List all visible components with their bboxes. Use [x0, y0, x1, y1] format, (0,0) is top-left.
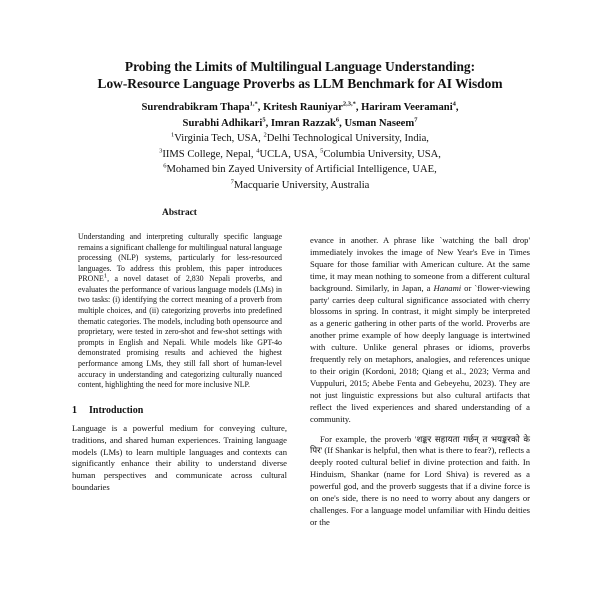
affiliation-line — [40, 131, 560, 147]
affiliation-number: 1 — [171, 131, 175, 139]
author-name: Kritesh Rauniyar — [263, 102, 343, 113]
abstract-body — [78, 232, 282, 391]
author-separator: , — [355, 102, 362, 113]
author-separator: , — [257, 102, 264, 113]
author-name: Usman Naseem — [344, 117, 415, 129]
author-affiliation-mark: 4 — [452, 100, 456, 108]
author-affiliation-mark: 2,3,* — [342, 100, 356, 108]
affiliation-text: IIMS College, Nepal, — [162, 148, 257, 160]
affiliation-text: Mohamed bin Zayed University of Artificial Intelligence, UAE, — [166, 164, 437, 176]
author-name: Imran Razzak — [270, 117, 336, 129]
author-affiliation-mark: 5 — [262, 116, 266, 124]
author-name: Surendrabikram Thapa — [141, 102, 250, 113]
affiliation-text: Macquarie University, Australia — [233, 179, 370, 191]
author-separator: , — [339, 117, 345, 129]
affiliation-text: UCLA, USA, — [259, 148, 321, 160]
affiliation-text: Columbia University, USA, — [323, 148, 441, 160]
body-paragraph-2: For example, the proverb 'शङ्कर सहायता गर्छन् त भयङ्करको के पिर' (If Shankar is helpful, then what is there to fear?), reflects a deeply rooted cultural belief in divine protection and faith. In Hinduism, Shankar (name for Lord Shiva) is revered as a powerful god, and the proverb suggests that if a divine force is on one's side, there is no need to worry about any dangers or challenges. For a language model unfamiliar with Hindu deities or the — [310, 433, 530, 527]
affiliation-number: 5 — [320, 147, 324, 155]
italic-term: Hanami — [433, 282, 462, 293]
body-paragraph — [310, 235, 530, 426]
paragraph-text: evance in another. A phrase like `watching the ball drop' immediately invokes the image of New Year's Eve in Times Square for those familiar with American culture. At the same time, it may mean nothing to someone from a different cultural background. Similarly, in Japan, a — [310, 235, 530, 293]
intro-paragraph: Language is a powerful medium for conveying culture, traditions, and shared human experiences. Training language models (LMs) to learn multiple languages and contexts can significantly enhance their ability to understand diverse human perspectives and communicate across cultural boundaries — [72, 422, 287, 493]
affiliation-line — [40, 178, 560, 194]
title-line-2: Low-Resource Language Proverbs as LLM Benchmark for AI Wisdom — [97, 76, 503, 91]
affiliation-line — [40, 147, 560, 163]
affiliation-number: 6 — [163, 162, 167, 170]
section-title: Introduction — [89, 404, 144, 416]
paragraph-text-continued: or `flower-viewing party' carries deep cultural significance associated with cherry blossoms in spring. In contrast, it might simply be interpreted as a generic gathering in other parts of the world. Proverbs are another prime example of how deeply language is intertwined with culture. Unlike general phrases or idioms, proverbs frequently rely on metaphors, analogies, and references unique to their origin (Kordoni, 2018; Qiang et al., 2023; Verma and Vuppuluri, 2015; Abebe Fenta and Gebeyehu, 2023). They are not just linguistic expressions but also cultural artifacts that reflect the lived experiences and shared understanding of a community. — [310, 282, 530, 424]
affiliation-number: 3 — [159, 147, 163, 155]
affiliation-number: 7 — [230, 178, 234, 186]
author-block — [40, 100, 560, 194]
author-affiliation-mark: 7 — [414, 116, 418, 124]
author-separator: , — [455, 102, 459, 113]
section-heading — [72, 405, 287, 417]
footnote-mark: 1 — [103, 272, 108, 280]
author-affiliation-mark: 1,* — [249, 100, 258, 108]
author-affiliation-mark: 6 — [335, 116, 340, 124]
affiliation-text: Delhi Technological University, India, — [266, 133, 429, 145]
author-name: Hariram Veeramani — [361, 102, 453, 113]
author-name: Surabhi Adhikari — [182, 117, 263, 129]
section-number: 1 — [72, 404, 77, 416]
affiliation-text: Virginia Tech, USA, — [174, 133, 264, 145]
author-names — [40, 100, 560, 131]
affiliations — [40, 131, 560, 193]
abstract-heading: Abstract — [162, 208, 197, 218]
affiliation-number: 4 — [256, 147, 260, 155]
author-separator: , — [265, 117, 271, 129]
abstract-text: Understanding and interpreting culturally specific language remains a significant challenge for multilingual natural language processing (NLP) systems, particularly for less-resourced languages. To address this problem, this paper introduces PRONE — [78, 231, 282, 284]
right-column — [310, 235, 530, 537]
paper-title — [40, 58, 560, 92]
title-line-1: Probing the Limits of Multilingual Language Understanding: — [124, 59, 476, 74]
left-column — [72, 208, 287, 502]
affiliation-line — [40, 162, 560, 178]
abstract-text-continued: , a novel dataset of 2,830 Nepali proverbs, and evaluates the performance of various language models (LMs) in two tasks: (i) identifying the correct meaning of a proverb from multiple choices, and (ii) categorizing proverbs into predefined thematic categories. The models, including both opensource and proprietary, were tested in zero-shot and few-shot settings with prompts in English and Nepali. While models like GPT-4o demonstrated promising results and achieved the highest performance among LMs, they still fall short of human-level accuracy in understanding and categorizing culturally nuanced content, highlighting the need for more inclusive NLP. — [78, 274, 282, 390]
affiliation-number: 2 — [263, 131, 267, 139]
